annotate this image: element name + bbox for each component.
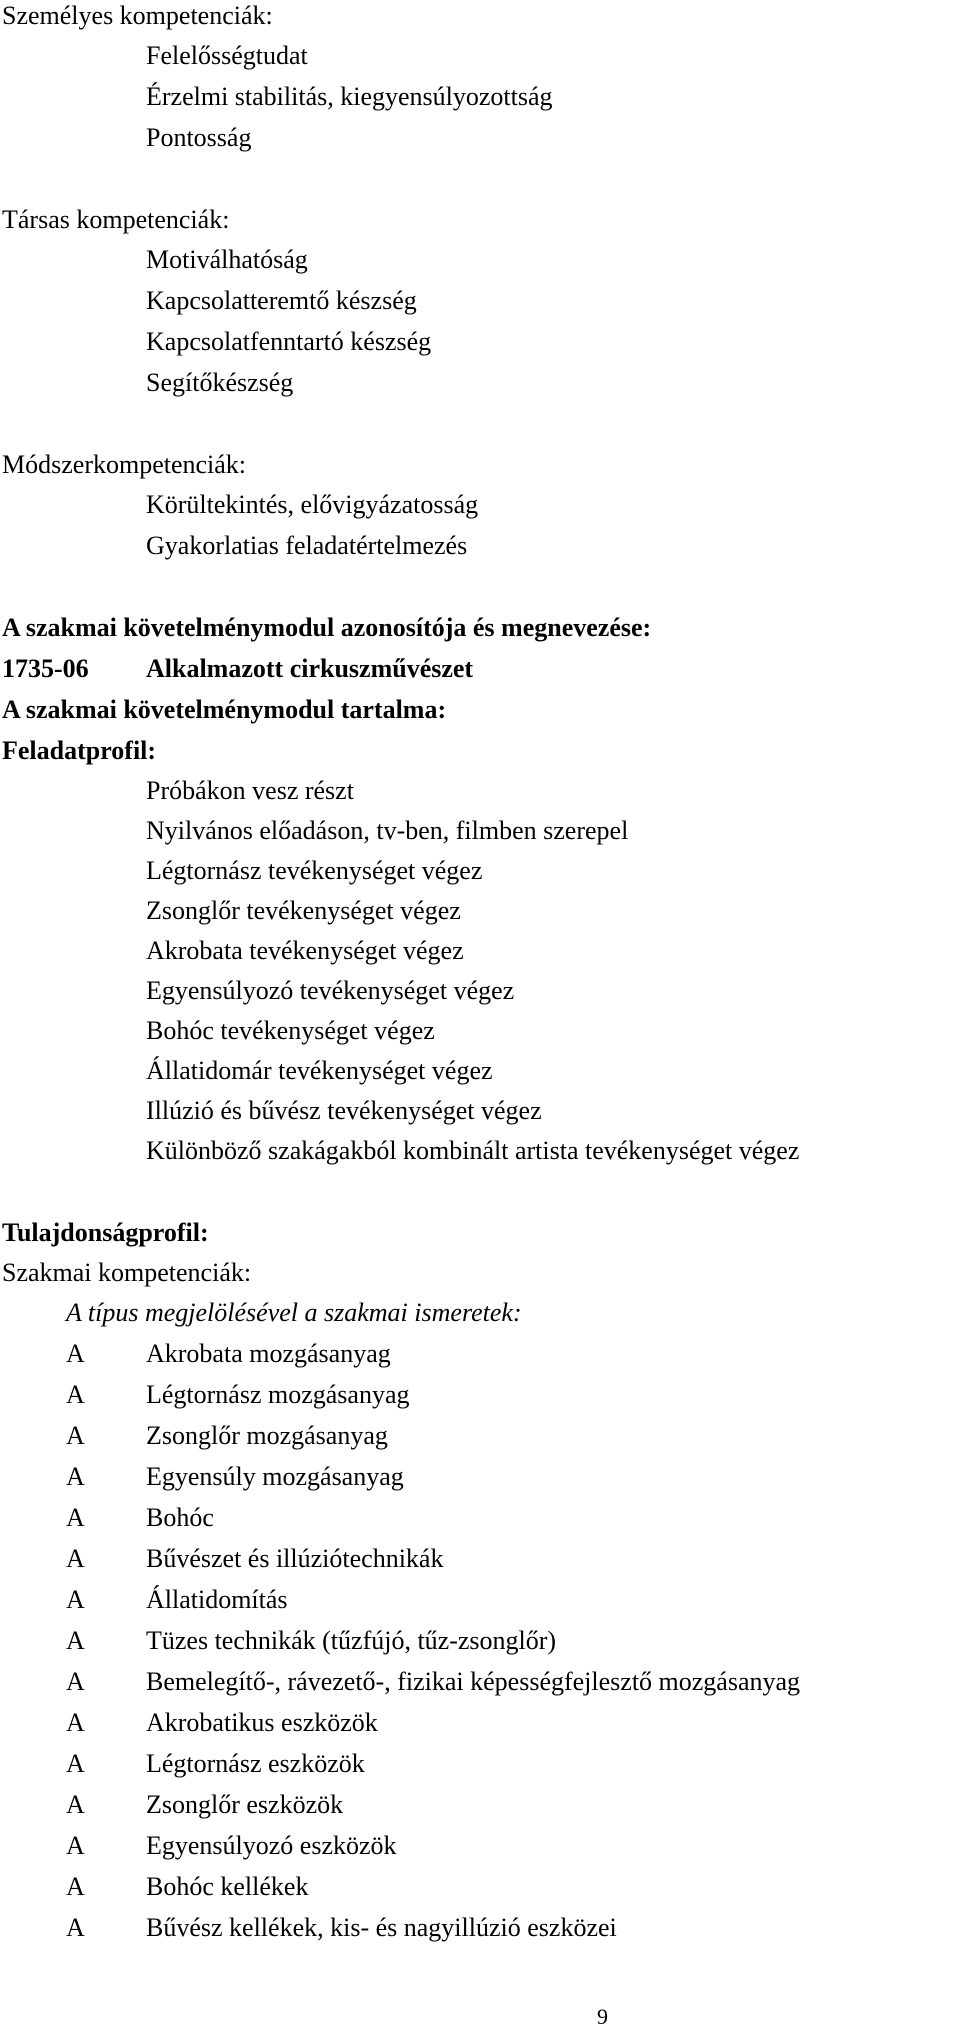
task-profile-item: Próbákon vesz részt [146,776,354,805]
module-id-heading: A szakmai követelménymodul azonosítója és megnevezése: [2,613,652,642]
task-profile-item: Egyensúlyozó tevékenységet végez [146,976,515,1005]
knowledge-text: Zsonglőr mozgásanyag [146,1421,388,1450]
module-content-heading: A szakmai követelménymodul tartalma: [2,695,447,724]
knowledge-text: Tüzes technikák (tűzfújó, tűz-zsonglőr) [146,1626,557,1655]
task-profile-heading: Feladatprofil: [2,736,157,765]
knowledge-text: Bohóc kellékek [146,1872,309,1901]
knowledge-text: Egyensúlyozó eszközök [146,1831,397,1860]
knowledge-type: A [66,1790,85,1819]
personal-competency-item: Pontosság [146,123,252,152]
task-profile-item: Akrobata tevékenységet végez [146,936,464,965]
task-profile-item: Légtornász tevékenységet végez [146,856,483,885]
knowledge-type: A [66,1872,85,1901]
task-profile-item: Nyilvános előadáson, tv-ben, filmben szerepel [146,816,629,845]
type-note: A típus megjelölésével a szakmai ismeretek: [66,1298,522,1327]
knowledge-text: Bűvész kellékek, kis- és nagyillúzió eszközei [146,1913,617,1942]
property-profile-heading: Tulajdonságprofil: [2,1218,209,1247]
knowledge-type: A [66,1462,85,1491]
knowledge-type: A [66,1339,85,1368]
knowledge-text: Bohóc [146,1503,214,1532]
task-profile-item: Zsonglőr tevékenységet végez [146,896,461,925]
social-competencies-heading: Társas kompetenciák: [2,205,230,234]
knowledge-type: A [66,1626,85,1655]
task-profile-item: Állatidomár tevékenységet végez [146,1056,493,1085]
knowledge-text: Légtornász eszközök [146,1749,365,1778]
professional-competencies-heading: Szakmai kompetenciák: [2,1258,252,1287]
knowledge-type: A [66,1585,85,1614]
task-profile-item: Bohóc tevékenységet végez [146,1016,435,1045]
module-name: Alkalmazott cirkuszművészet [146,654,474,683]
knowledge-type: A [66,1749,85,1778]
knowledge-type: A [66,1503,85,1532]
social-competency-item: Segítőkészség [146,368,294,397]
page-number: 9 [597,2004,608,2029]
social-competency-item: Kapcsolatteremtő készség [146,286,417,315]
knowledge-type: A [66,1667,85,1696]
personal-competency-item: Érzelmi stabilitás, kiegyensúlyozottság [146,82,553,111]
knowledge-type: A [66,1380,85,1409]
personal-competencies-heading: Személyes kompetenciák: [2,1,273,30]
method-competency-item: Körültekintés, elővigyázatosság [146,490,479,519]
module-code: 1735-06 [2,654,89,683]
method-competency-item: Gyakorlatias feladatértelmezés [146,531,468,560]
knowledge-type: A [66,1708,85,1737]
social-competency-item: Kapcsolatfenntartó készség [146,327,432,356]
knowledge-text: Akrobata mozgásanyag [146,1339,391,1368]
personal-competency-item: Felelősségtudat [146,41,308,70]
knowledge-text: Állatidomítás [146,1585,288,1614]
knowledge-type: A [66,1544,85,1573]
social-competency-item: Motiválhatóság [146,245,308,274]
knowledge-text: Akrobatikus eszközök [146,1708,378,1737]
knowledge-type: A [66,1421,85,1450]
method-competencies-heading: Módszerkompetenciák: [2,450,247,479]
knowledge-text: Zsonglőr eszközök [146,1790,344,1819]
knowledge-text: Egyensúly mozgásanyag [146,1462,404,1491]
knowledge-text: Bemelegítő-, rávezető-, fizikai képességfejlesztő mozgásanyag [146,1667,801,1696]
task-profile-item: Illúzió és bűvész tevékenységet végez [146,1096,542,1125]
task-profile-item: Különböző szakágakból kombinált artista tevékenységet végez [146,1136,800,1165]
knowledge-type: A [66,1913,85,1942]
knowledge-text: Bűvészet és illúziótechnikák [146,1544,444,1573]
knowledge-type: A [66,1831,85,1860]
knowledge-text: Légtornász mozgásanyag [146,1380,410,1409]
